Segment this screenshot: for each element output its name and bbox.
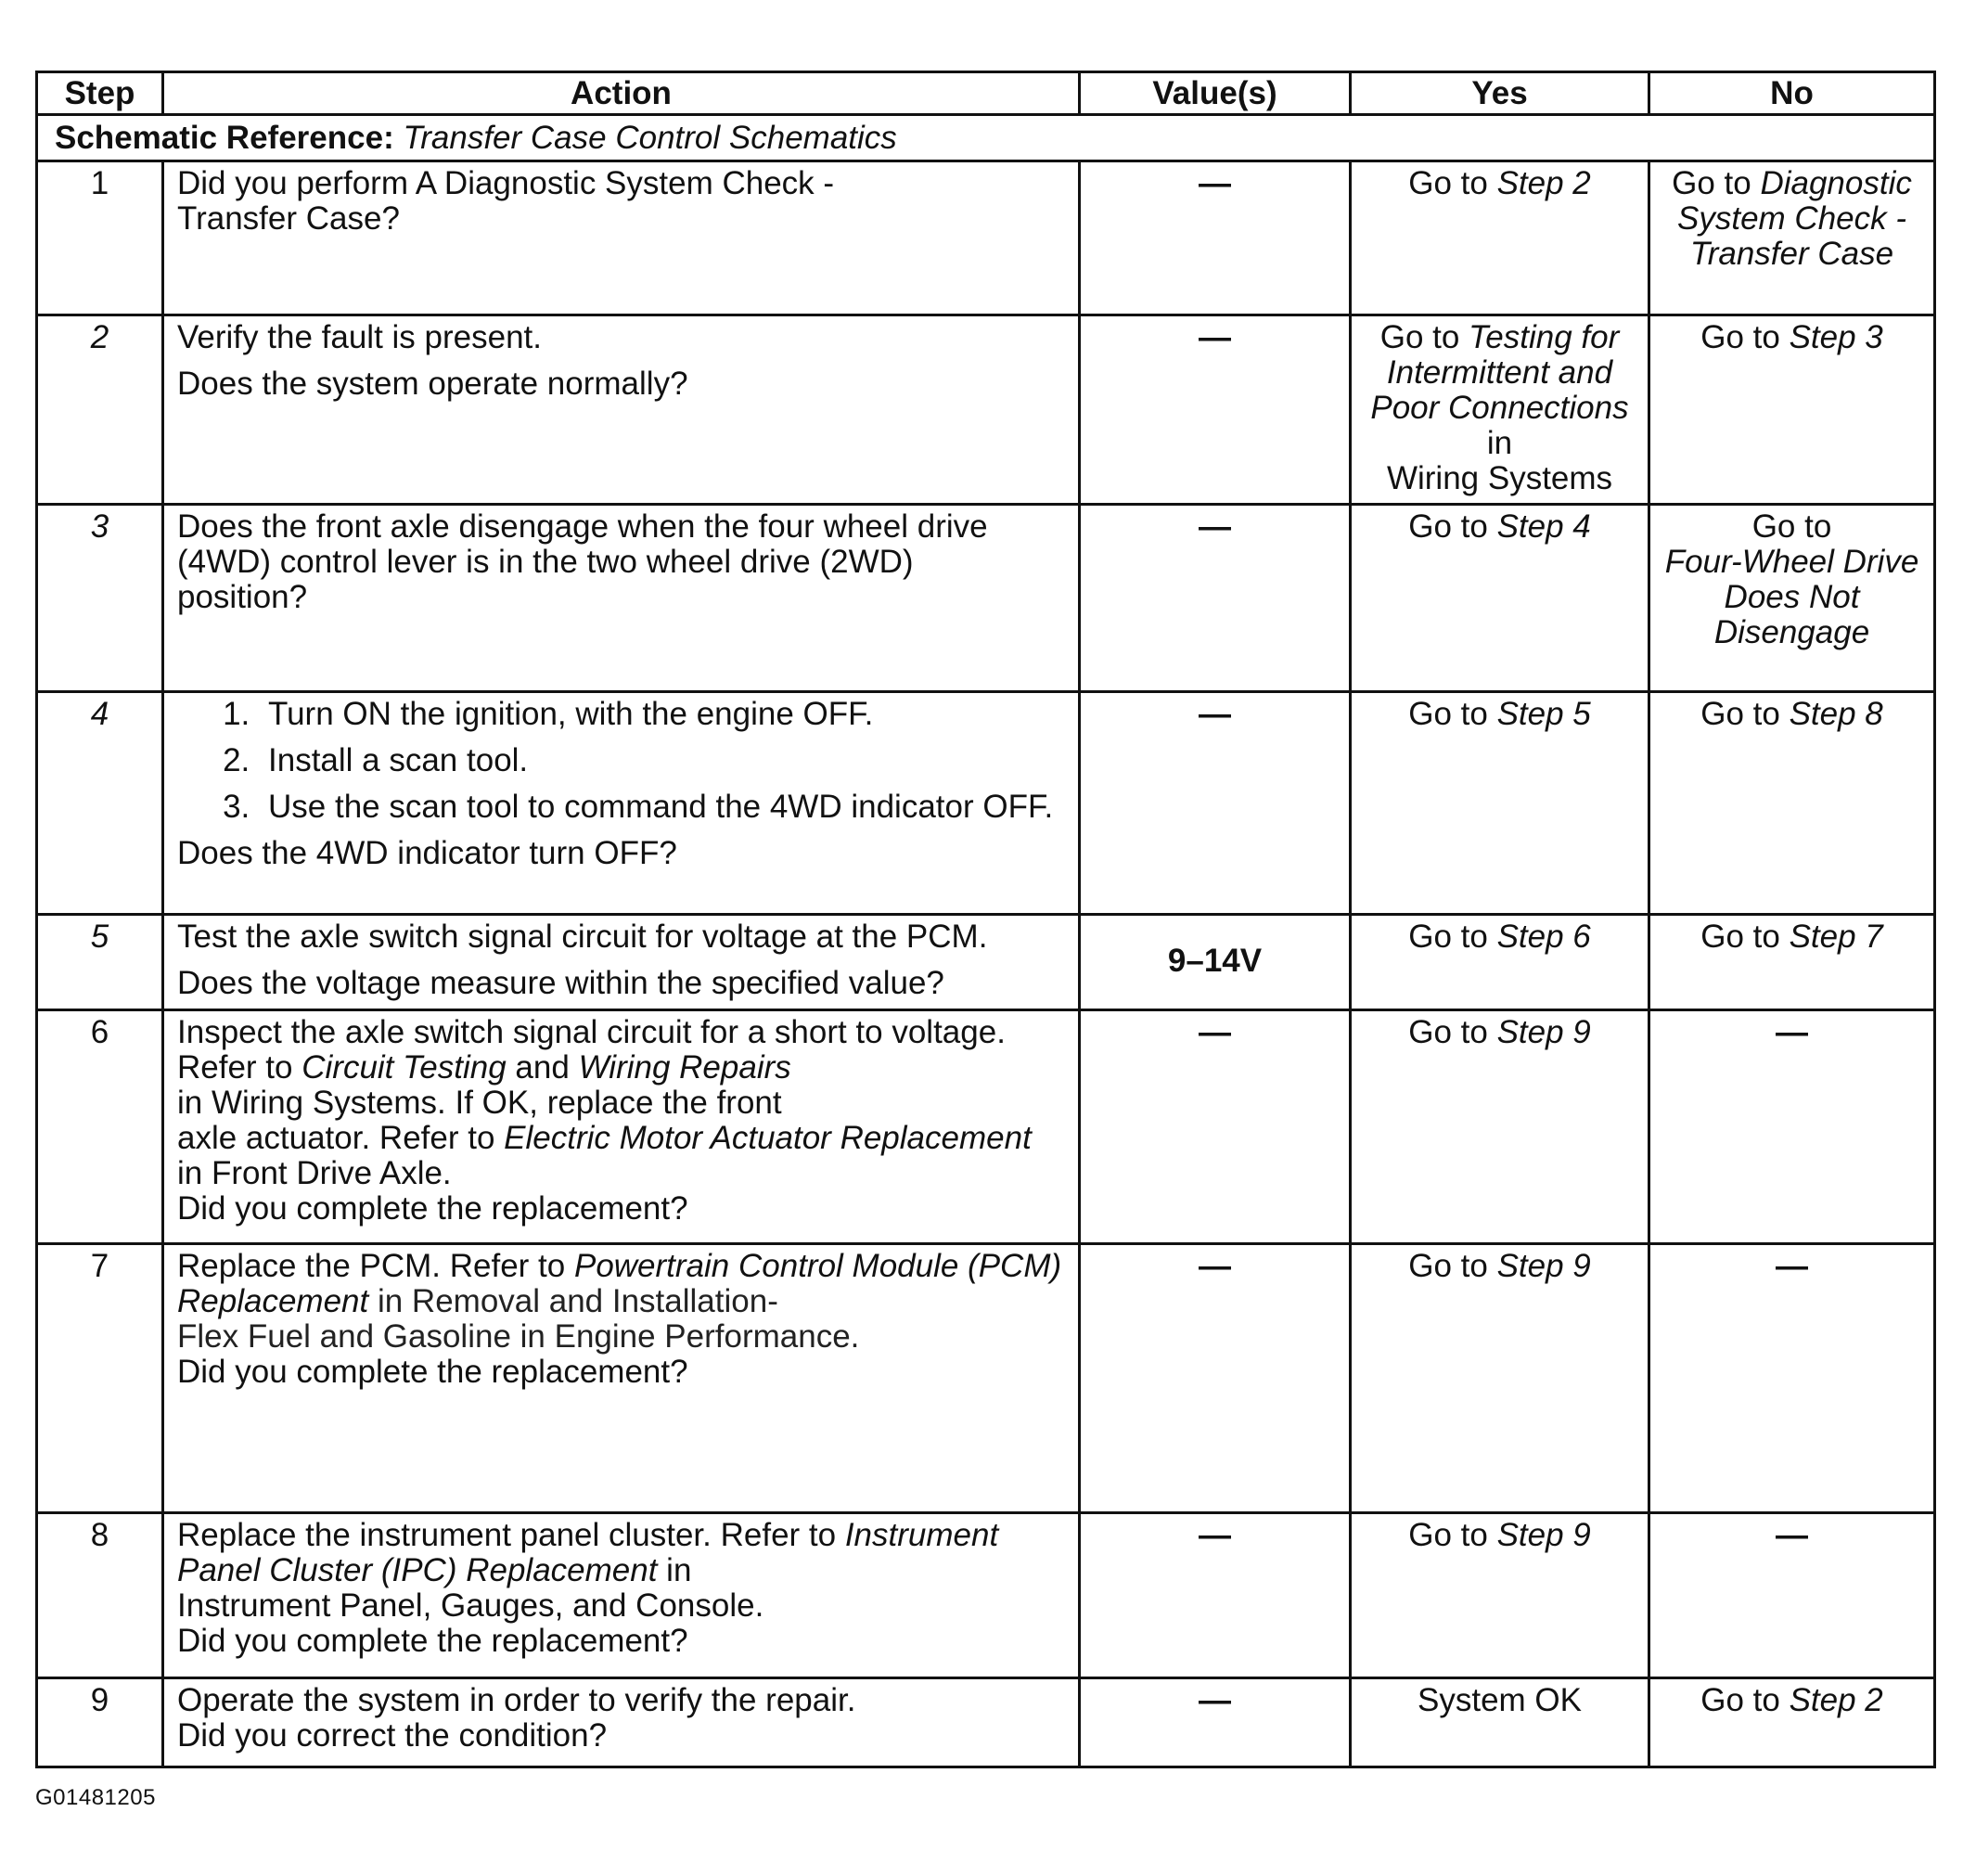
no-text: —	[1776, 1247, 1808, 1284]
action-text: and	[506, 1048, 579, 1086]
action-text: position?	[177, 579, 308, 616]
no-link[interactable]: Step 8	[1789, 696, 1883, 733]
no-text: —	[1776, 1516, 1808, 1553]
action-question: Does the system operate normally?	[177, 366, 688, 403]
value-cell	[1080, 1512, 1351, 1677]
action-cell	[163, 692, 1080, 915]
action-question: Does the voltage measure within the specified value?	[177, 965, 944, 1002]
action-text: Does the front axle disengage when the four wheel drive	[177, 508, 988, 546]
yes-cell	[1351, 1009, 1649, 1243]
reference-link[interactable]: Circuit Testing	[302, 1048, 507, 1086]
table-row	[37, 692, 1935, 915]
no-prefix: Go to	[1700, 696, 1790, 733]
value-text: 9–14V	[1167, 943, 1263, 980]
step-number: 2	[37, 315, 163, 505]
yes-link[interactable]: Step 9	[1496, 1013, 1591, 1050]
no-cell	[1649, 1512, 1935, 1677]
action-text: Inspect the axle switch signal circuit for a short to voltage.	[177, 1013, 1006, 1050]
action-text: (4WD) control lever is in the two wheel drive (2WD)	[177, 544, 914, 581]
yes-cell	[1351, 505, 1649, 692]
value-text: —	[1199, 1247, 1231, 1284]
table-row	[37, 161, 1935, 315]
yes-link[interactable]: Step 5	[1496, 696, 1591, 733]
no-link[interactable]: Diagnostic System Check - Transfer Case	[1677, 165, 1912, 273]
schematic-reference	[37, 115, 1935, 161]
yes-link[interactable]: Step 6	[1496, 919, 1591, 956]
yes-cell	[1351, 692, 1649, 915]
reference-link[interactable]: Electric Motor Actuator Replacement	[504, 1119, 1032, 1156]
step-number: 6	[37, 1009, 163, 1243]
no-link[interactable]: Step 2	[1789, 1681, 1883, 1718]
header-no: No	[1649, 72, 1935, 115]
schematic-label: Schematic Reference:	[55, 119, 394, 156]
action-body	[177, 1249, 1065, 1355]
yes-cell	[1351, 315, 1649, 505]
value-text: —	[1199, 696, 1231, 733]
action-text: in Front Drive Axle.	[177, 1154, 452, 1191]
list-item: 2. Install a scan tool.	[259, 743, 1065, 778]
table-row	[37, 915, 1935, 1009]
value-cell	[1080, 1677, 1351, 1767]
header-step: Step	[37, 72, 163, 115]
no-cell	[1649, 915, 1935, 1009]
value-cell	[1080, 1243, 1351, 1512]
action-body	[177, 1518, 1065, 1624]
action-text: Instrument Panel, Gauges, and Console.	[177, 1587, 764, 1624]
diagnostic-table	[35, 71, 1936, 1768]
list-item: 1. Turn ON the ignition, with the engine OFF.	[259, 697, 1065, 732]
value-cell	[1080, 505, 1351, 692]
action-text: Replace the instrument panel cluster. Refer to	[177, 1516, 845, 1553]
value-text: —	[1199, 165, 1231, 202]
yes-prefix: Go to	[1408, 1013, 1497, 1050]
action-question: Did you complete the replacement?	[177, 1189, 688, 1227]
step-number: 8	[37, 1512, 163, 1677]
action-cell	[163, 161, 1080, 315]
action-cell	[163, 915, 1080, 1009]
table-row	[37, 1243, 1935, 1512]
no-text: —	[1776, 1013, 1808, 1050]
action-cell	[163, 1512, 1080, 1677]
step-number: 4	[37, 692, 163, 915]
substep-list	[181, 697, 1065, 825]
reference-link[interactable]: Powertrain Control Module (PCM) Replacement	[177, 1247, 1062, 1319]
action-cell	[163, 1243, 1080, 1512]
action-text: in Wiring Systems. If OK, replace the front	[177, 1084, 782, 1121]
yes-prefix: Go to	[1408, 165, 1497, 202]
value-text: —	[1199, 1013, 1231, 1050]
step-number: 5	[37, 915, 163, 1009]
yes-link[interactable]: Step 9	[1496, 1516, 1591, 1553]
action-text: Did you perform A Diagnostic System Check -	[177, 165, 835, 202]
value-cell	[1080, 692, 1351, 915]
action-cell	[163, 1677, 1080, 1767]
header-row	[37, 72, 1935, 115]
yes-link[interactable]: Step 9	[1496, 1247, 1591, 1284]
no-cell	[1649, 1243, 1935, 1512]
action-text: Test the axle switch signal circuit for voltage at the PCM.	[177, 919, 988, 956]
yes-cell	[1351, 1512, 1649, 1677]
header-yes: Yes	[1351, 72, 1649, 115]
table-row	[37, 315, 1935, 505]
action-text: axle actuator. Refer to	[177, 1119, 505, 1156]
action-question: Does the 4WD indicator turn OFF?	[177, 835, 677, 872]
value-cell	[1080, 915, 1351, 1009]
no-prefix: Go to	[1700, 319, 1790, 356]
no-prefix: Go to	[1700, 1681, 1790, 1718]
action-text: Operate the system in order to verify the repair.	[177, 1681, 856, 1718]
list-item: 3. Use the scan tool to command the 4WD indicator OFF.	[259, 790, 1065, 825]
yes-prefix: Go to	[1408, 1247, 1497, 1284]
action-text: in	[657, 1551, 692, 1588]
no-link[interactable]: Step 7	[1789, 919, 1883, 956]
no-cell	[1649, 161, 1935, 315]
action-cell	[163, 315, 1080, 505]
yes-prefix: Go to	[1379, 319, 1469, 356]
action-cell	[163, 505, 1080, 692]
yes-link[interactable]: Testing for Intermittent and Poor Connections	[1370, 319, 1629, 427]
action-text: Transfer Case?	[177, 200, 400, 238]
table-row	[37, 1677, 1935, 1767]
schematic-link[interactable]: Transfer Case Control Schematics	[403, 119, 897, 156]
step-number: 7	[37, 1243, 163, 1512]
value-cell	[1080, 315, 1351, 505]
no-prefix: Go to	[1672, 165, 1761, 202]
table-row	[37, 1009, 1935, 1243]
yes-prefix: Go to	[1408, 1516, 1497, 1553]
no-link[interactable]: Four-Wheel Drive Does Not Disengage	[1664, 544, 1919, 651]
yes-prefix: Go to	[1408, 696, 1497, 733]
reference-link[interactable]: Instrument Panel Cluster (IPC) Replacement	[177, 1516, 999, 1588]
action-text: in Removal and Installation-	[368, 1282, 778, 1319]
reference-link[interactable]: Wiring Repairs	[578, 1048, 791, 1086]
action-text: Flex Fuel and Gasoline in Engine Performance.	[177, 1317, 860, 1355]
yes-link[interactable]: Step 2	[1496, 165, 1591, 202]
yes-text: System OK	[1418, 1681, 1582, 1718]
value-cell	[1080, 161, 1351, 315]
no-cell	[1649, 1009, 1935, 1243]
value-cell	[1080, 1009, 1351, 1243]
yes-prefix: Go to	[1408, 508, 1497, 546]
action-question: Did you correct the condition?	[177, 1716, 608, 1754]
no-cell	[1649, 315, 1935, 505]
value-text: —	[1199, 1681, 1231, 1718]
action-text: Replace the PCM. Refer to	[177, 1247, 574, 1284]
yes-cell	[1351, 161, 1649, 315]
step-number: 3	[37, 505, 163, 692]
yes-cell	[1351, 1243, 1649, 1512]
header-values: Value(s)	[1080, 72, 1351, 115]
header-action: Action	[163, 72, 1080, 115]
value-text: —	[1199, 508, 1231, 546]
yes-cell	[1351, 915, 1649, 1009]
no-cell	[1649, 1677, 1935, 1767]
no-cell	[1649, 692, 1935, 915]
no-prefix: Go to	[1751, 508, 1832, 546]
action-question: Did you complete the replacement?	[177, 1622, 688, 1659]
table-row	[37, 1512, 1935, 1677]
yes-prefix: Go to	[1408, 919, 1497, 956]
yes-cell	[1351, 1677, 1649, 1767]
no-cell	[1649, 505, 1935, 692]
value-text: —	[1199, 319, 1231, 356]
step-number: 9	[37, 1677, 163, 1767]
no-prefix: Go to	[1700, 919, 1790, 956]
figure-id: G01481205	[35, 1785, 156, 1810]
action-text: Refer to	[177, 1048, 302, 1086]
action-cell	[163, 1009, 1080, 1243]
action-question: Did you complete the replacement?	[177, 1353, 688, 1390]
yes-suffix: in	[1486, 425, 1513, 462]
table-row	[37, 505, 1935, 692]
yes-suffix: Wiring Systems	[1386, 460, 1613, 497]
action-text: Verify the fault is present.	[177, 319, 542, 356]
no-link[interactable]: Step 3	[1789, 319, 1883, 356]
yes-link[interactable]: Step 4	[1496, 508, 1591, 546]
schematic-row	[37, 115, 1935, 161]
value-text: —	[1199, 1516, 1231, 1553]
step-number: 1	[37, 161, 163, 315]
action-body	[177, 1015, 1065, 1191]
